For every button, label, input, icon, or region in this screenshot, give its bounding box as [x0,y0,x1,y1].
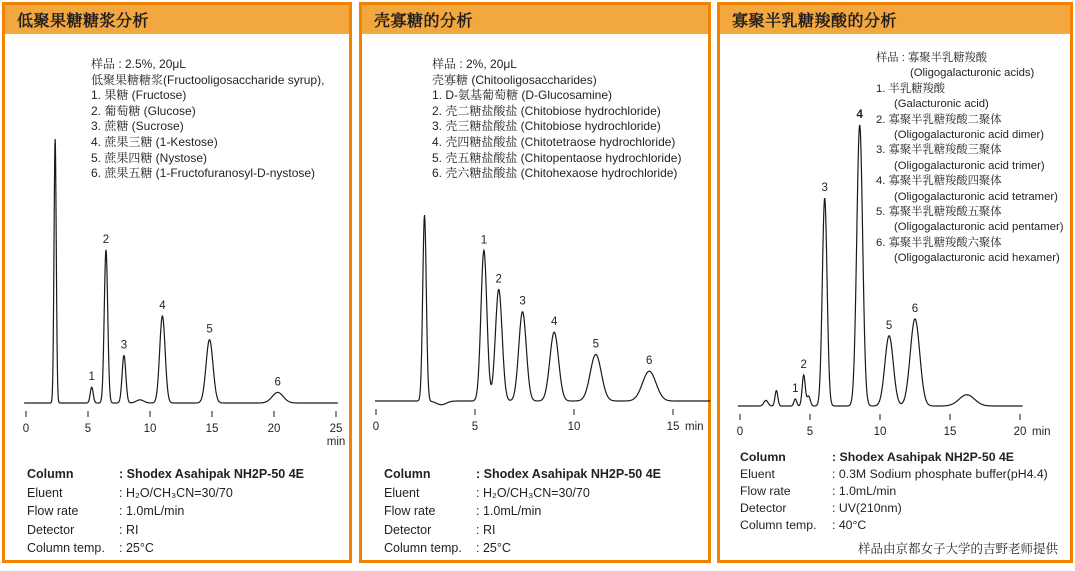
x-tick-label: 10 [143,423,157,435]
peak-label-1: 1 [792,382,799,395]
condition-label: Column temp. [740,518,817,532]
sample-line: 3. 寡聚半乳糖羧酸三聚体 [876,144,1002,157]
x-tick-label: 5 [471,421,479,433]
sample-line: 5. 蔗果四糖 (Nystose) [91,150,208,165]
condition-label: Eluent [384,485,420,500]
condition-value: : 1.0mL/min [832,484,897,498]
peak-label-2: 2 [495,273,502,286]
condition-row [740,500,1048,517]
condition-row [740,466,1048,483]
condition-value: : Shodex Asahipak NH2P-50 4E [476,467,662,481]
condition-value: : 1.0mL/min [476,504,542,518]
condition-label: Flow rate [384,504,436,518]
peak-label-6: 6 [646,355,653,368]
sample-line: (Oligogalacturonic acid tetramer) [894,190,1058,203]
sample-line: (Galacturonic acid) [894,98,989,111]
conditions-table [384,465,661,558]
x-tick-label: 0 [22,423,30,435]
sample-line: 2. 葡萄糖 (Glucose) [91,103,196,118]
sample-line: (Oligogalacturonic acid dimer) [894,129,1045,142]
condition-value: : 0.3M Sodium phosphate buffer(pH4.4) [832,467,1048,481]
condition-value: : H₂O/CH₃CN=30/70 [119,485,233,500]
peak-label-1: 1 [88,371,95,384]
conditions-table [27,465,304,558]
sample-line: 5. 壳五糖盐酸盐 (Chitopentaose hydrochloride) [432,150,682,165]
condition-row [384,502,661,521]
peak-label-5: 5 [885,319,893,332]
x-unit-label: min [1032,426,1051,438]
condition-row [384,521,661,540]
sample-credit-note: 样品由京都女子大学的吉野老师提供 [857,542,1058,556]
panel-fructooligosaccharide-syrup [2,2,352,563]
sample-line: 6. 壳六糖盐酸盐 (Chitohexaose hydrochloride) [432,166,678,181]
sample-line: 3. 蔗糖 (Sucrose) [91,119,184,134]
peak-label-5: 5 [206,323,213,336]
condition-value: : 25°C [119,541,154,555]
x-unit-label: min [685,421,704,433]
condition-label: Detector [740,501,787,515]
sample-line: (Oligogalacturonic acid trimer) [894,159,1045,172]
sample-line: 1. 半乳糖羧酸 [876,82,946,95]
sample-line: 6. 寡聚半乳糖羧酸六聚体 [876,236,1002,249]
sample-line: 5. 寡聚半乳糖羧酸五聚体 [876,206,1002,219]
condition-value: : 25°C [476,541,511,555]
sample-line: 样品 : 2.5%, 20μL [91,57,186,71]
condition-row [27,465,304,484]
x-tick-label: 10 [567,421,581,433]
x-tick-label: 5 [806,426,814,438]
sample-line: 1. D-氨基葡萄糖 (D-Glucosamine) [432,88,613,103]
sample-line: 4. 寡聚半乳糖羧酸四聚体 [876,175,1002,188]
condition-label: Flow rate [27,504,79,518]
peak-label-3: 3 [821,182,828,195]
sample-line: 1. 果糖 (Fructose) [91,88,187,103]
x-tick-label: 10 [873,426,887,438]
sample-line: 低聚果糖糖浆(Fructooligosaccharide syrup), [91,72,325,87]
condition-value: : Shodex Asahipak NH2P-50 4E [832,450,1015,464]
x-unit-label: min [326,436,346,448]
peak-label-6: 6 [274,376,281,389]
condition-label: Eluent [27,485,63,500]
condition-label: Column [27,467,74,481]
sample-line: 样品 : 寡聚半乳糖羧酸 [876,52,988,64]
sample-line: 4. 蔗果三糖 (1-Kestose) [91,134,218,149]
condition-label: Column [740,450,786,464]
condition-label: Flow rate [740,484,791,498]
x-tick-label: 15 [943,426,957,438]
condition-row [384,484,661,503]
condition-value: : H₂O/CH₃CN=30/70 [476,485,590,500]
condition-value: : RI [476,522,496,537]
x-tick-label: 0 [372,421,380,433]
peak-label-4: 4 [159,299,166,312]
panel-title: 壳寡糖的分析 [362,5,708,34]
sample-line: (Oligogalacturonic acid hexamer) [894,252,1060,265]
chromatogram-svg [5,115,349,450]
peak-label-3: 3 [519,295,526,308]
sample-line: 2. 壳二糖盐酸盐 (Chitobiose hydrochloride) [432,103,661,118]
condition-value: : 40°C [832,518,867,532]
condition-row [27,521,304,540]
condition-row [384,465,661,484]
sample-line: 2. 寡聚半乳糖羧酸二聚体 [876,113,1002,126]
peak-label-1: 1 [480,234,488,247]
condition-row [384,539,661,558]
condition-label: Column temp. [27,541,105,555]
condition-label: Detector [27,522,75,537]
peak-label-4: 4 [550,316,558,329]
chromatogram-svg [362,115,708,450]
condition-label: Detector [384,522,432,537]
peak-label-3: 3 [120,339,128,352]
panel-chitooligosaccharides [359,2,711,563]
condition-label: Eluent [740,467,775,481]
condition-row [27,502,304,521]
sample-line: 壳寡糖 (Chitooligosaccharides) [432,72,597,87]
peak-label-2: 2 [102,233,110,246]
sample-line: 3. 壳三糖盐酸盐 (Chitobiose hydrochloride) [432,119,661,134]
chromatogram-curve [375,215,710,405]
x-tick-label: 5 [84,423,92,435]
peak-label-4: 4 [856,109,863,121]
conditions-table [740,449,1048,534]
condition-label: Column [384,467,431,481]
condition-label: Column temp. [384,541,462,555]
condition-value: : UV(210nm) [832,501,902,515]
x-tick-label: 25 [329,423,343,435]
peak-label-2: 2 [800,359,807,372]
x-tick-label: 20 [1013,426,1027,438]
condition-row [27,484,304,503]
panel-oligogalacturonic-acids [717,2,1073,563]
sample-line: 样品 : 2%, 20μL [432,57,517,71]
x-tick-label: 0 [736,426,744,438]
panel-title: 低聚果糖糖浆分析 [5,5,349,34]
sample-line: (Oligogalacturonic acid pentamer) [894,221,1064,234]
sample-line: 6. 蔗果五糖 (1-Fructofuranosyl-D-nystose) [91,166,316,181]
peak-label-5: 5 [592,338,599,351]
condition-value: : RI [119,522,139,537]
condition-value: : 1.0mL/min [119,504,185,518]
x-tick-label: 15 [666,421,680,433]
condition-row [740,449,1048,466]
condition-row [740,517,1048,534]
chromatogram-svg [720,109,1069,455]
sample-line: 4. 壳四糖盐酸盐 (Chitotetraose hydrochloride) [432,134,676,149]
peak-label-6: 6 [911,302,919,315]
panel-title: 寡聚半乳糖羧酸的分析 [720,5,1070,34]
condition-value: : Shodex Asahipak NH2P-50 4E [119,467,305,481]
condition-row [27,539,304,558]
chromatogram-curve [738,125,1023,406]
x-tick-label: 15 [205,423,219,435]
chromatogram-curve [24,139,338,403]
x-tick-label: 20 [267,423,281,435]
condition-row [740,483,1048,500]
sample-line: (Oligogalacturonic acids) [910,67,1035,80]
